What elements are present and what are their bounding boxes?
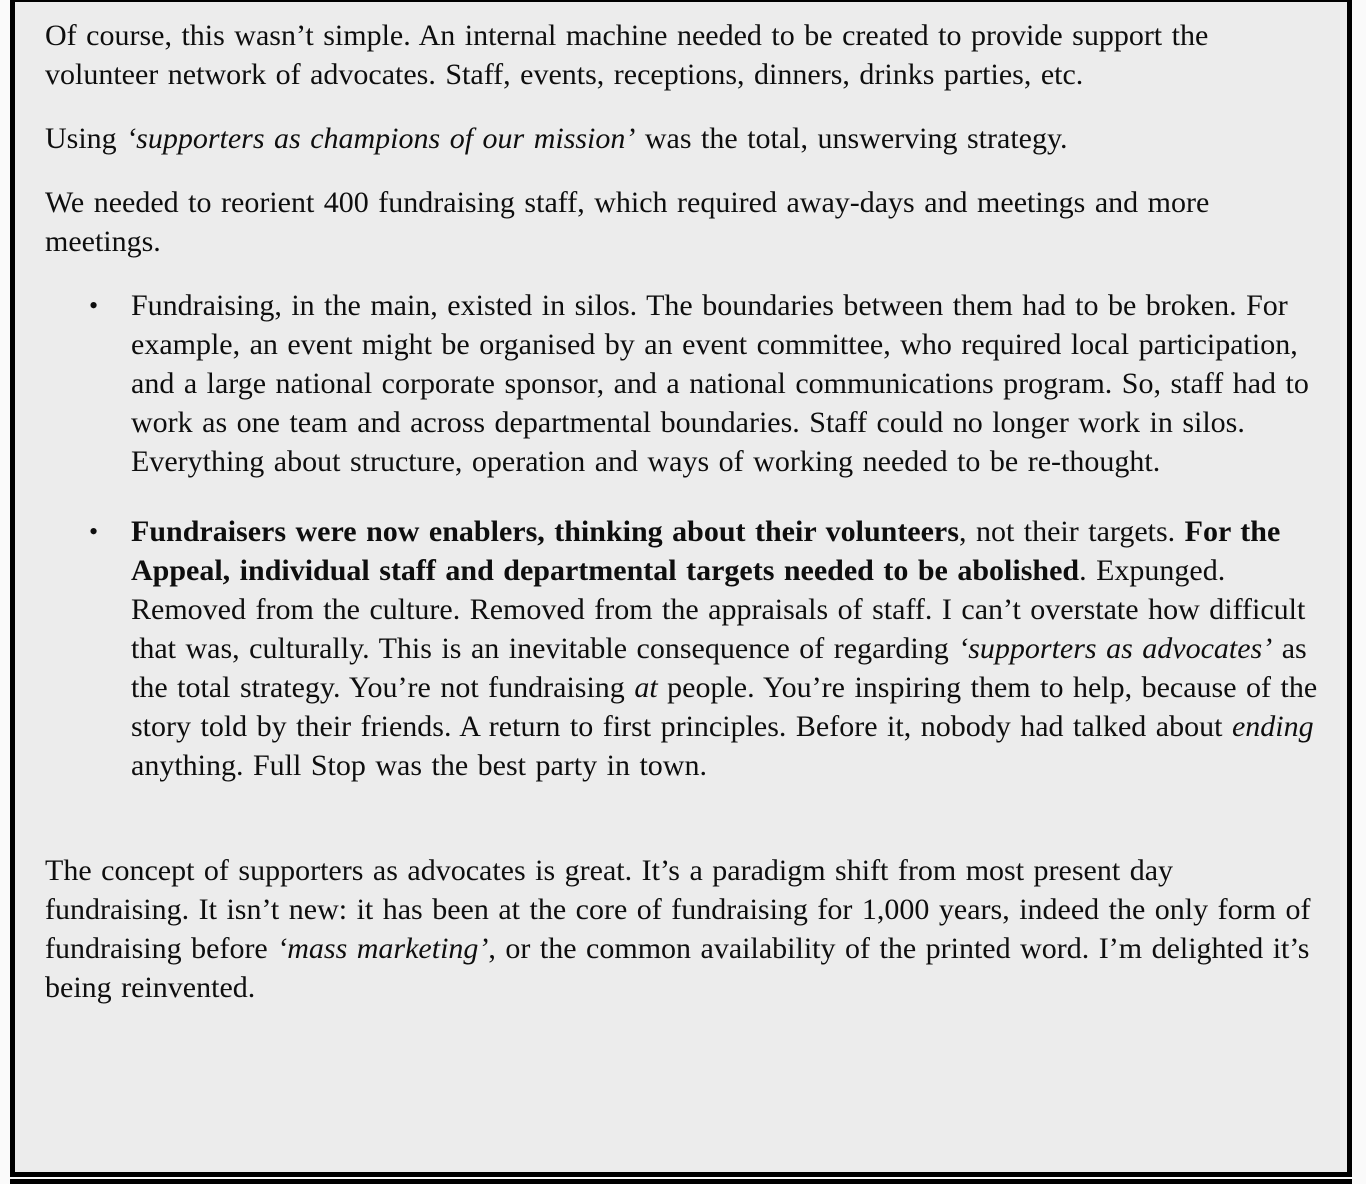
text-run: We needed to reorient 400 fundraising staff, which required away-days and meetings and more meetings. bbox=[45, 186, 1210, 258]
text-run: Using bbox=[45, 122, 127, 155]
paragraph bbox=[45, 183, 1321, 261]
bullet-item bbox=[45, 512, 1321, 785]
paragraph bbox=[45, 16, 1321, 94]
paragraph bbox=[45, 119, 1321, 158]
text-run: , or the common availability of the printed word. I’m delighted it’s being reinvented. bbox=[45, 932, 1310, 1004]
next-section-box bbox=[10, 1179, 1352, 1184]
text-run: Fundraising, in the main, existed in silos. The boundaries between them had to be broken. For example, an event might be organised by an event committee, who required local participation, and a large national corporate sponsor, and a national communications program. So, staff had to work as one team and across departmental boundaries. Staff could no longer work in silos. Everything about structure, operation and ways of working needed to be re-thought. bbox=[131, 289, 1309, 478]
bullet-text bbox=[131, 512, 1321, 785]
text-run: ‘supporters as advocates’ bbox=[958, 632, 1273, 665]
bullet-icon: • bbox=[89, 517, 99, 546]
text-run: For the Appeal, individual staff and departmental targets needed to be abolished bbox=[131, 515, 1281, 587]
quote-box bbox=[10, 0, 1352, 1177]
text-run: . Expunged. Removed from the culture. Removed from the appraisals of staff. I can’t overstate how difficult that was, culturally. This is an inevitable consequence of regarding bbox=[131, 554, 1306, 665]
paragraph bbox=[45, 851, 1321, 1007]
text-run: at bbox=[634, 671, 658, 704]
text-run: people. You’re inspiring them to help, because of the story told by their friends. A return to first principles. Before it, nobody had talked about bbox=[131, 671, 1318, 743]
text-run: Of course, this wasn’t simple. An internal machine needed to be created to provide support the volunteer network of advocates. Staff, events, receptions, dinners, drinks parties, etc. bbox=[45, 19, 1209, 91]
text-run: ‘mass marketing’ bbox=[277, 932, 489, 965]
bullet-icon: • bbox=[89, 291, 99, 320]
text-run: ‘supporters as champions of our mission’ bbox=[126, 122, 636, 155]
text-run: anything. Full Stop was the best party in town. bbox=[131, 749, 707, 782]
text-run: The concept of supporters as advocates is great. It’s a paradigm shift from most present day fundraising. It isn’t new: it has been at the core of fundraising for 1,000 years, indeed the only form of fundraising before bbox=[45, 854, 1311, 965]
text-run: was the total, unswerving strategy. bbox=[635, 122, 1068, 155]
text-run: , not their targets. bbox=[958, 515, 1185, 548]
text-run: ending bbox=[1231, 710, 1314, 743]
bullet-text bbox=[131, 286, 1321, 481]
bullet-item bbox=[45, 286, 1321, 481]
text-run: Fundraisers were now enablers, thinking about their volunteers bbox=[131, 515, 959, 548]
text-run: as the total strategy. You’re not fundraising bbox=[131, 632, 1307, 704]
